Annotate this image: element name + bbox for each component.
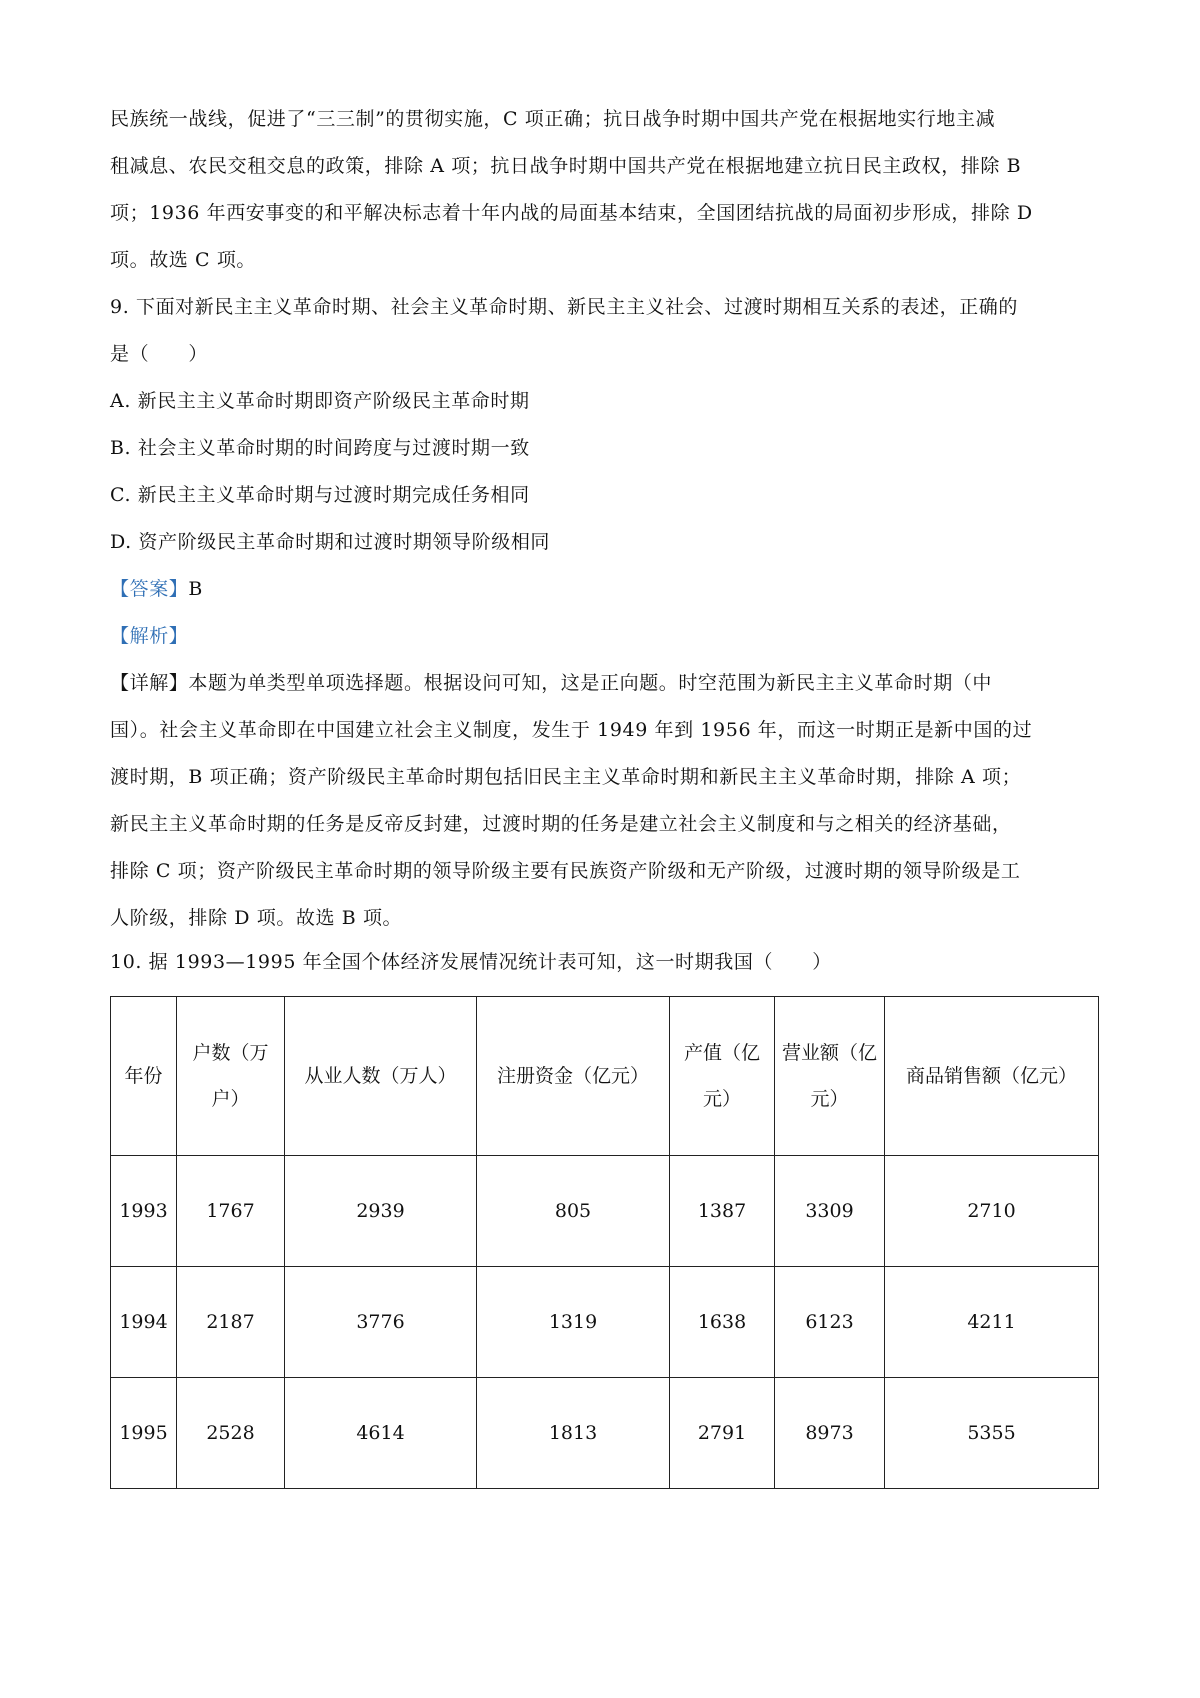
detail-line: 渡时期，B 项正确；资产阶级民主革命时期包括旧民主主义革命时期和新民主主义革命时期，排除 A 项； [110,766,1022,788]
answer-value: B [188,578,203,600]
table-cell: 2187 [177,1267,285,1378]
question-9-stem: 是（ ） [110,343,209,365]
paragraph-line: 租减息、农民交租交息的政策，排除 A 项；抗日战争时期中国共产党在根据地建立抗日民主政权，排除 B [110,155,1022,177]
table-cell: 805 [477,1156,670,1267]
analysis-label: 【解析】 [110,625,189,647]
detail-line: 【详解】本题为单类型单项选择题。根据设问可知，这是正向题。时空范围为新民主主义革命时期（中 [110,672,993,694]
table-cell: 1387 [670,1156,775,1267]
table-cell: 6123 [775,1267,885,1378]
table-header-cell: 营业额（亿元） [775,997,885,1156]
table-header-cell: 从业人数（万人） [285,997,477,1156]
detail-line: 人阶级，排除 D 项。故选 B 项。 [110,907,403,929]
table-cell: 1994 [111,1267,177,1378]
table-cell: 3309 [775,1156,885,1267]
paragraph-line: 民族统一战线，促进了“三三制”的贯彻实施，C 项正确；抗日战争时期中国共产党在根据地实行地主减 [110,108,996,130]
analysis-line [110,613,1100,660]
table-row [111,1156,1099,1267]
option-a: A. 新民主主义革命时期即资产阶级民主革命时期 [110,390,530,412]
table-header-cell: 注册资金（亿元） [477,997,670,1156]
table-header-cell: 产值（亿元） [670,997,775,1156]
table-cell: 1813 [477,1378,670,1489]
paragraph-line: 项；1936 年西安事变的和平解决标志着十年内战的局面基本结束，全国团结抗战的局面初步形成，排除 D [110,202,1033,224]
table-cell: 1319 [477,1267,670,1378]
table-cell: 2528 [177,1378,285,1489]
table-cell: 2791 [670,1378,775,1489]
detail-line: 排除 C 项；资产阶级民主革命时期的领导阶级主要有民族资产阶级和无产阶级，过渡时期的领导阶级是工 [110,860,1021,882]
table-cell: 1993 [111,1156,177,1267]
table-header-cell: 商品销售额（亿元） [885,997,1099,1156]
table-cell: 3776 [285,1267,477,1378]
table-cell: 1767 [177,1156,285,1267]
table-header-row [111,997,1099,1156]
option-d: D. 资产阶级民主革命时期和过渡时期领导阶级相同 [110,531,551,553]
table-cell: 4211 [885,1267,1099,1378]
detail-line: 国）。社会主义革命即在中国建立社会主义制度，发生于 1949 年到 1956 年，而这一时期正是新中国的过 [110,719,1033,741]
question-9-stem: 9. 下面对新民主主义革命时期、社会主义革命时期、新民主主义社会、过渡时期相互关系的表述，正确的 [110,296,1018,318]
table-cell: 2710 [885,1156,1099,1267]
table-cell: 8973 [775,1378,885,1489]
document-page [110,96,1100,982]
table-row [111,1267,1099,1378]
option-b: B. 社会主义革命时期的时间跨度与过渡时期一致 [110,437,530,459]
table-cell: 5355 [885,1378,1099,1489]
table-cell: 1995 [111,1378,177,1489]
table-cell: 2939 [285,1156,477,1267]
table-header-cell: 年份 [111,997,177,1156]
paragraph-line: 项。故选 C 项。 [110,249,257,271]
detail-line: 新民主主义革命时期的任务是反帝反封建，过渡时期的任务是建立社会主义制度和与之相关的经济基础， [110,813,1012,835]
option-c: C. 新民主主义革命时期与过渡时期完成任务相同 [110,484,530,506]
table-cell: 1638 [670,1267,775,1378]
statistics-table [110,996,1099,1489]
table-header-cell: 户数（万户） [177,997,285,1156]
question-10-stem: 10. 据 1993—1995 年全国个体经济发展情况统计表可知，这一时期我国（ ） [110,951,832,973]
answer-label: 【答案】 [110,578,189,600]
table-cell: 4614 [285,1378,477,1489]
answer-line [110,566,1100,613]
table-row [111,1378,1099,1489]
